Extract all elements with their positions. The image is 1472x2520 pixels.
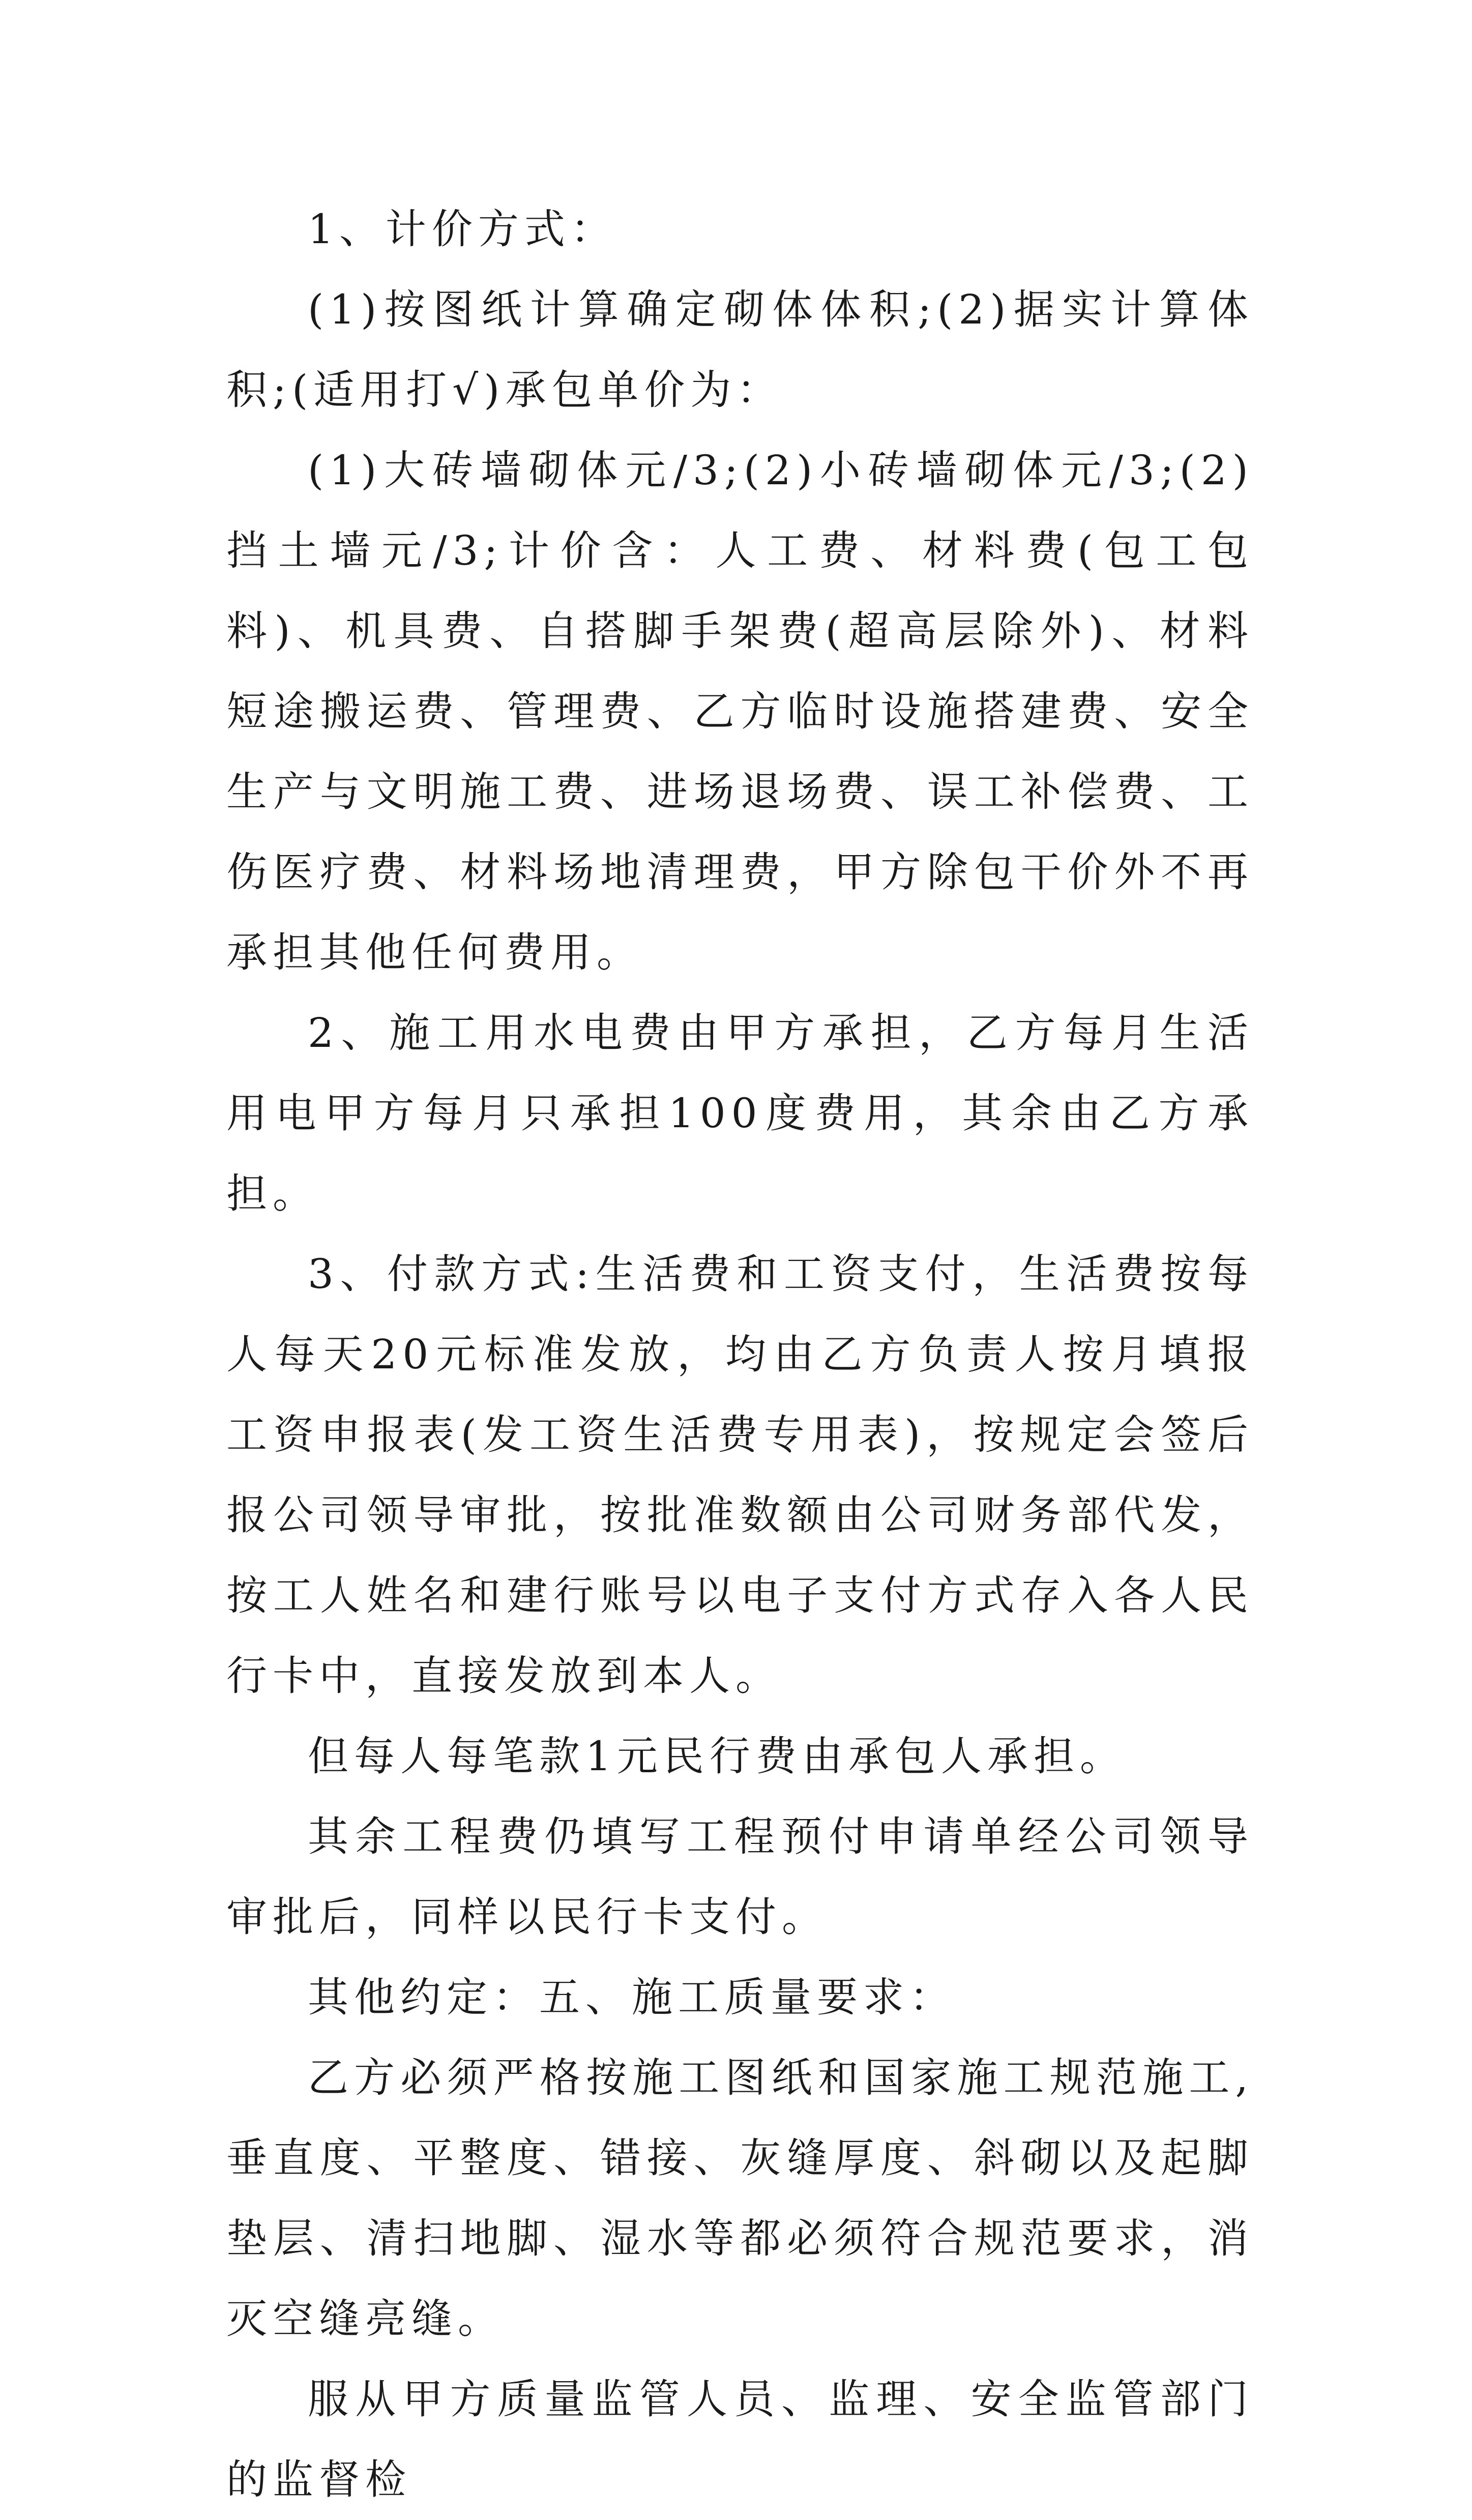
document-body xyxy=(226,189,1254,2520)
paragraph-utilities: 2、施工用水电费由甲方承担，乙方每月生活用电甲方每月只承担100度费用，其余由乙方承担。 xyxy=(226,1009,1254,1217)
paragraph-volume-method: (1)按图纸计算确定砌体体积;(2)据实计算体积;(适用打√)承包单价为： xyxy=(226,286,1254,414)
paragraph-remaining-fees: 其余工程费仍填写工程预付申请单经公司领导审批后，同样以民行卡支付。 xyxy=(226,1813,1254,1941)
paragraph-bank-fee: 但每人每笔款1元民行费由承包人承担。 xyxy=(308,1733,1126,1780)
paragraph-other-terms: 其他约定：五、施工质量要求： xyxy=(308,1974,956,2021)
paragraph-pricing-heading: 1、计价方式： xyxy=(308,206,617,253)
paragraph-payment-method: 3、付款方式:生活费和工资支付，生活费按每人每天20元标准发放，均由乙方负责人按月填报工资申报表(发工资生活费专用表)，按规定会签后报公司领导审批，按批准数额由公司财务部代发，按工人姓名和建行账号以电子支付方式存入各人民行卡中，直接发放到本人。 xyxy=(226,1250,1254,1699)
paragraph-unit-price: (1)大砖墙砌体元/3;(2)小砖墙砌体元/3;(2)挡土墙元/3;计价含：人工费、材料费(包工包料)、机具费、自搭脚手架费(超高层除外)、材料短途搬运费、管理费、乙方临时设施搭建费、安全生产与文明施工费、进场退场费、误工补偿费、工伤医疗费、材料场地清理费，甲方除包干价外不再承担其他任何费用。 xyxy=(226,447,1254,976)
paragraph-supervision: 服从甲方质量监管人员、监理、安全监管部门的监督检 xyxy=(226,2376,1254,2503)
paragraph-quality-standards: 乙方必须严格按施工图纸和国家施工规范施工,垂直度、平整度、错接、灰缝厚度、斜砌以及起脚垫层、清扫地脚、湿水等都必须符合规范要求，消灭空缝亮缝。 xyxy=(226,2054,1254,2342)
